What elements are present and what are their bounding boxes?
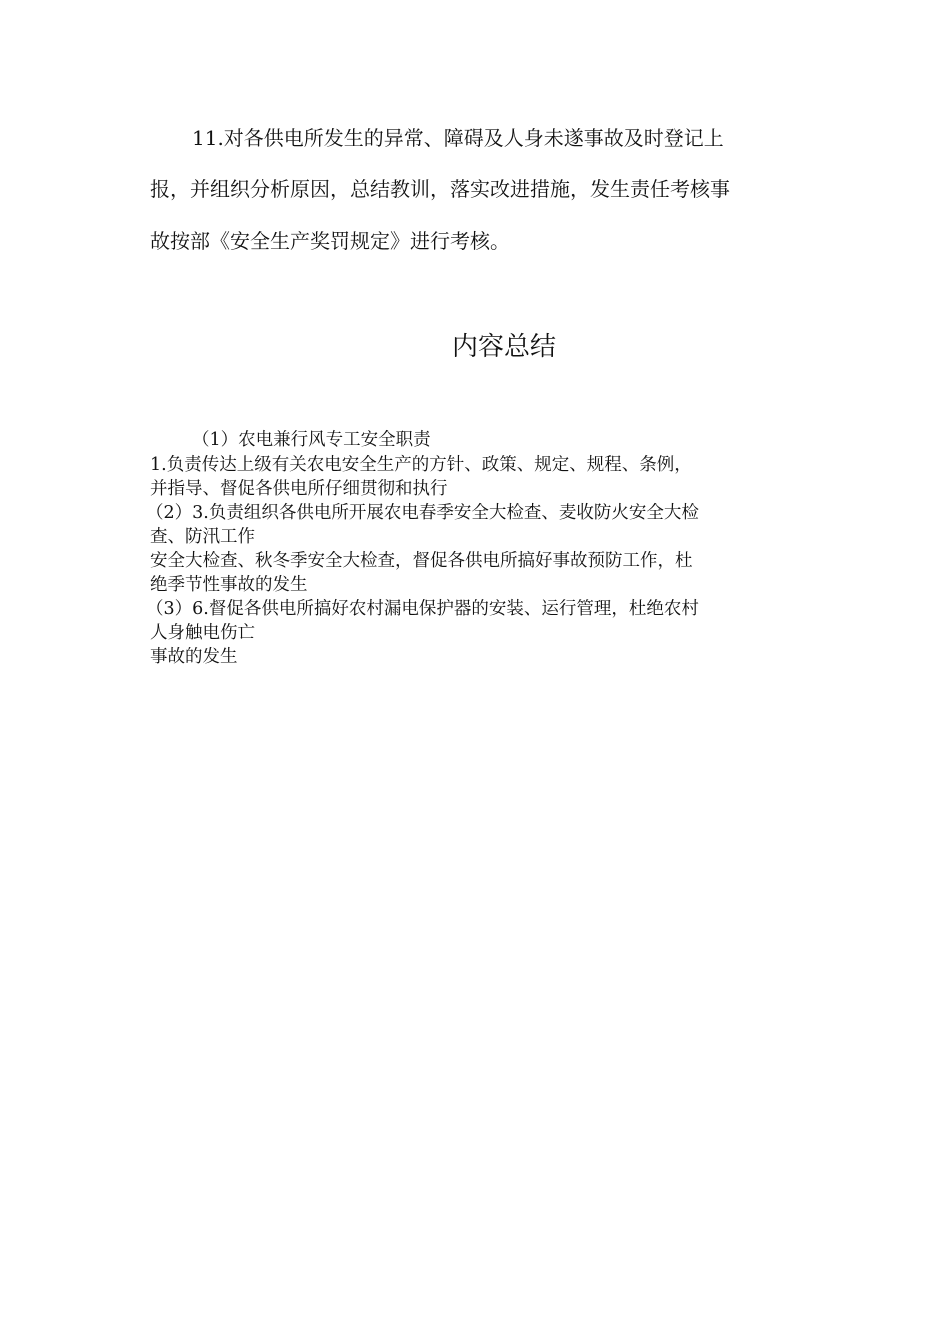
body-line-1: 11.对各供电所发生的异常、障碍及人身未遂事故及时登记上 xyxy=(192,126,724,150)
summary-title: 内容总结 xyxy=(451,332,556,362)
summary-line-8: （3）6.督促各供电所搞好农村漏电保护器的安装、运行管理，杜绝农村 xyxy=(146,599,699,619)
summary-line-3: 并指导、督促各供电所仔细贯彻和执行 xyxy=(150,479,448,499)
summary-line-2: 1.负责传达上级有关农电安全生产的方针、政策、规定、规程、条例， xyxy=(150,455,692,475)
summary-line-7: 绝季节性事故的发生 xyxy=(150,575,308,595)
summary-line-10: 事故的发生 xyxy=(150,647,238,667)
summary-line-1: （1）农电兼行风专工安全职责 xyxy=(192,430,431,450)
body-line-3: 故按部《安全生产奖罚规定》进行考核。 xyxy=(150,229,510,253)
summary-line-6: 安全大检查、秋冬季安全大检查，督促各供电所搞好事故预防工作，杜 xyxy=(150,551,693,571)
summary-line-4: （2）3.负责组织各供电所开展农电春季安全大检查、麦收防火安全大检 xyxy=(146,503,699,523)
summary-line-9: 人身触电伤亡 xyxy=(150,623,255,643)
summary-line-5: 查、防汛工作 xyxy=(150,527,255,547)
body-line-2: 报，并组织分析原因，总结教训，落实改进措施，发生责任考核事 xyxy=(150,177,730,201)
